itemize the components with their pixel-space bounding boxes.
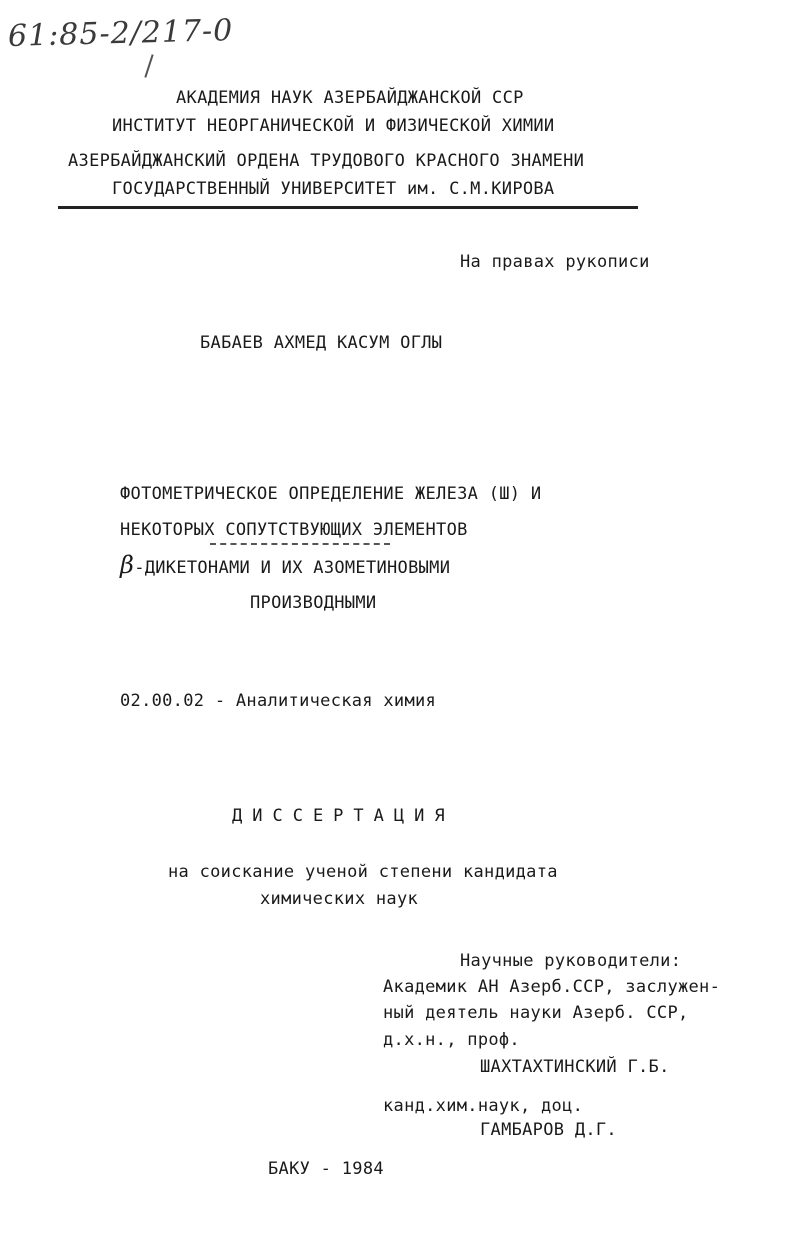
header-university-line1: АЗЕРБАЙДЖАНСКИЙ ОРДЕНА ТРУДОВОГО КРАСНОГО ЗНАМЕНИ — [68, 151, 585, 171]
advisor2-title: канд.хим.наук, доц. — [383, 1096, 584, 1116]
advisor1-title-line3: д.х.н., проф. — [383, 1030, 520, 1050]
manuscript-rights-note: На правах рукописи — [460, 252, 650, 272]
header-divider — [58, 206, 638, 209]
degree-line-2: химических наук — [260, 889, 419, 909]
handwritten-archive-note: 61:85-2/217-0 — [7, 13, 234, 54]
title-line-3-text: -ДИКЕТОНАМИ И ИХ АЗОМЕТИНОВЫМИ — [134, 558, 451, 578]
title-line-2: НЕКОТОРЫХ СОПУТСТВУЮЩИХ ЭЛЕМЕНТОВ — [120, 520, 468, 540]
title-underline — [210, 543, 390, 546]
document-type: ДИССЕРТАЦИЯ — [232, 806, 455, 826]
title-line-1: ФОТОМЕТРИЧЕСКОЕ ОПРЕДЕЛЕНИЕ ЖЕЛЕЗА (Ш) И — [120, 484, 542, 504]
title-line-4: ПРОИЗВОДНЫМИ — [250, 593, 377, 613]
header-institute: ИНСТИТУТ НЕОРГАНИЧЕСКОЙ И ФИЗИЧЕСКОЙ ХИМИИ — [112, 116, 555, 136]
advisor1-title-line1: Академик АН Азерб.ССР, заслужен- — [383, 977, 721, 997]
author-name: БАБАЕВ АХМЕД КАСУМ ОГЛЫ — [200, 333, 443, 353]
advisors-heading: Научные руководители: — [460, 951, 682, 971]
beta-symbol: β — [120, 551, 135, 579]
city-year: БАКУ - 1984 — [268, 1159, 384, 1179]
advisor1-name: ШАХТАХТИНСКИЙ Г.Б. — [480, 1057, 670, 1077]
header-university-line2: ГОСУДАРСТВЕННЫЙ УНИВЕРСИТЕТ им. С.М.КИРОВА — [112, 179, 555, 199]
degree-line-1: на соискание ученой степени кандидата — [168, 862, 558, 882]
title-line-3 — [120, 551, 450, 579]
header-academy: АКАДЕМИЯ НАУК АЗЕРБАЙДЖАНСКОЙ ССР — [176, 88, 524, 108]
advisor2-name: ГАМБАРОВ Д.Г. — [480, 1120, 617, 1140]
specialty-code: 02.00.02 - Аналитическая химия — [120, 691, 437, 711]
advisor1-title-line2: ный деятель науки Азерб. ССР, — [383, 1003, 689, 1023]
handwritten-stroke — [144, 54, 153, 77]
